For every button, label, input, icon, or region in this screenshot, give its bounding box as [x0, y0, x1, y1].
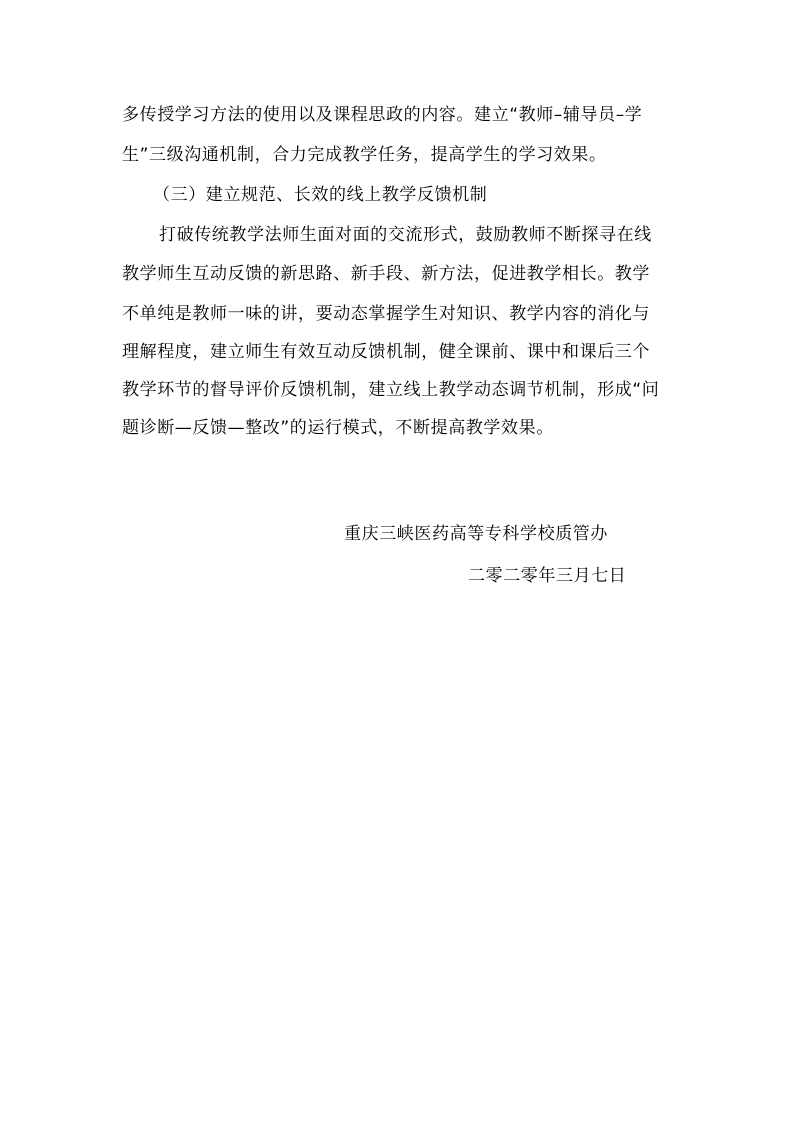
paragraph-2-line-6: 题诊断—反馈—整改”的运行模式，不断提高教学效果。 [122, 418, 554, 438]
section-heading: （三）建立规范、长效的线上教学反馈机制 [153, 185, 488, 205]
paragraph-2-line-3: 不单纯是教师一味的讲，要动态掌握学生对知识、教学内容的消化与 [122, 304, 650, 324]
paragraph-1-line-2: 生”三级沟通机制，合力完成教学任务，提高学生的学习效果。 [122, 145, 607, 165]
paragraph-2-line-2: 教学师生互动反馈的新思路、新手段、新方法，促进教学相长。教学 [122, 264, 650, 284]
signature-date: 二零二零年三月七日 [468, 566, 627, 586]
paragraph-2-line-5: 教学环节的督导评价反馈机制，建立线上教学动态调节机制，形成“问 [122, 380, 660, 400]
paragraph-1-line-1: 多传授学习方法的使用以及课程思政的内容。建立“教师–辅导员–学 [122, 105, 643, 125]
paragraph-2-line-4: 理解程度，建立师生有效互动反馈机制，健全课前、课中和课后三个 [122, 342, 650, 362]
paragraph-2-line-1: 打破传统教学法师生面对面的交流形式，鼓励教师不断探寻在线 [159, 225, 652, 245]
signature-organization: 重庆三峡医药高等专科学校质管办 [344, 524, 608, 544]
